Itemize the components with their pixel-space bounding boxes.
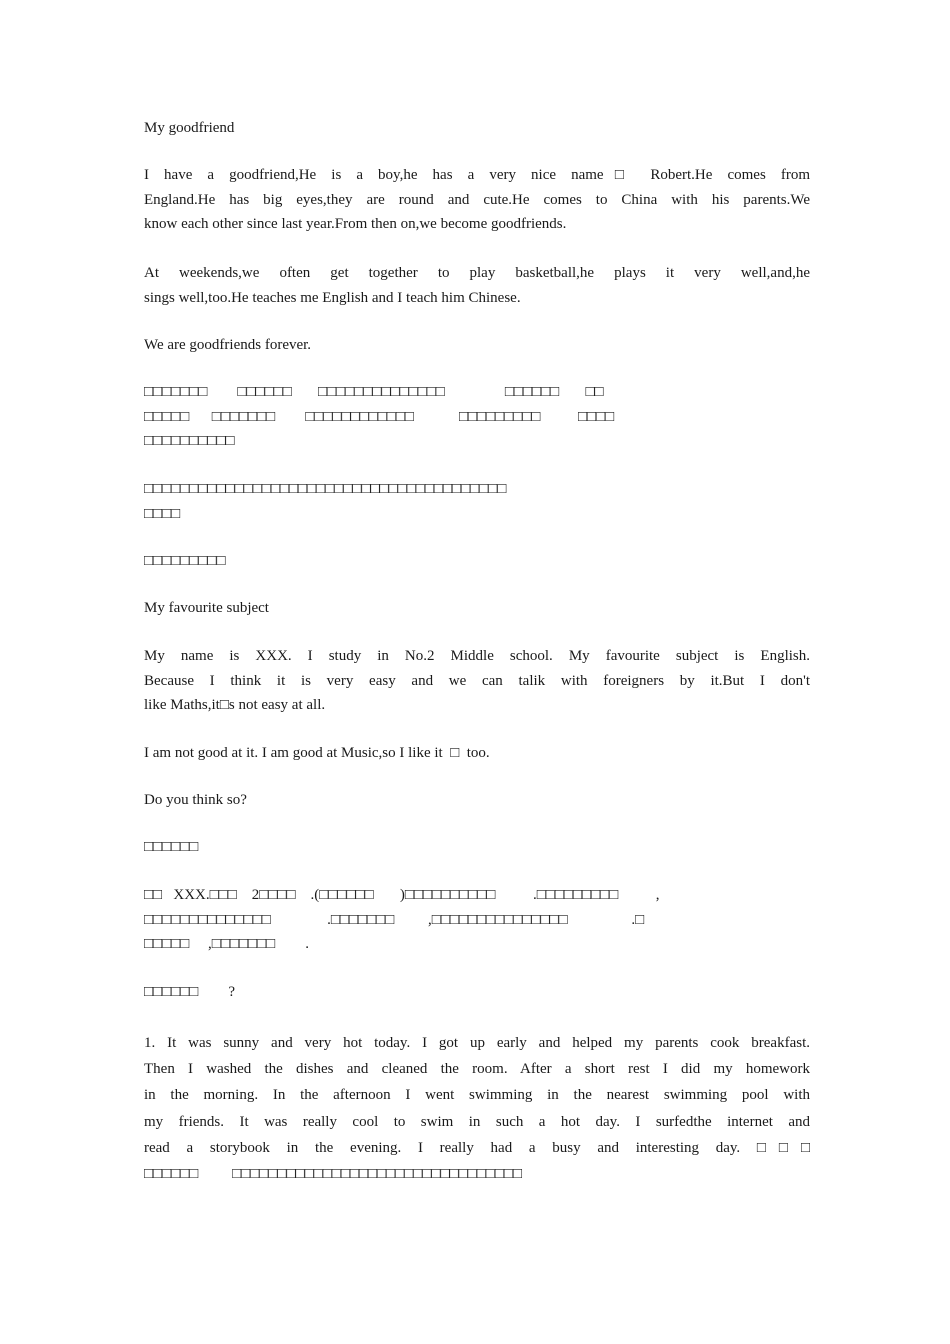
text-line: □□□□□ ,□□□□□□□ .: [144, 936, 309, 952]
text-line: England.He has big eyes,they are round and cute.He comes to China with his parents.We: [144, 191, 810, 208]
text-line: like Maths,it□s not easy at all.: [144, 697, 326, 713]
garbled-translation-5: [144, 883, 810, 957]
paragraph-forever: [144, 333, 810, 358]
text-line: read a storybook in the evening. I really had a busy and interesting day. □□□: [144, 1139, 810, 1156]
paragraph-music: [144, 741, 810, 766]
text-line: in the morning. In the afternoon I went swimming in the nearest swimming pool with: [144, 1087, 810, 1104]
title-line: My favourite subject: [144, 600, 269, 616]
text-line: My name is XXX. I study in No.2 Middle school. My favourite subject is English.: [144, 648, 810, 664]
text-line: □□□□: [144, 505, 181, 522]
paragraph-weekends: [144, 261, 810, 310]
paragraph-subject: [144, 644, 810, 718]
paragraph-sunny-day: [144, 1030, 810, 1187]
text-line: □□□□□□□ □□□□□□ □□□□□□□□□□□□□□ □□□□□□ □□: [144, 384, 604, 400]
text-line: □□□□□□ □□□□□□□□□□□□□□□□□□□□□□□□□□□□□□□□: [144, 1165, 523, 1182]
text-line: Do you think so?: [144, 792, 247, 808]
paragraph-question: [144, 788, 810, 813]
garbled-translation-3: [144, 549, 810, 574]
text-line: We are goodfriends forever.: [144, 337, 312, 353]
text-line: sings well,too.He teaches me English and I teach him Chinese.: [144, 289, 521, 306]
essay-title-favourite-subject: [144, 596, 810, 621]
text-line: □□□□□□□□□□: [144, 433, 235, 449]
paragraph-intro: [144, 163, 810, 237]
garbled-translation-4: [144, 835, 810, 860]
text-line: 1. It was sunny and very hot today. I got up early and helped my parents cook breakfast.: [144, 1035, 810, 1051]
text-line: Then I washed the dishes and cleaned the room. After a short rest I did my homework: [144, 1061, 810, 1078]
garbled-translation-6: [144, 980, 810, 1005]
text-line: □□□□□□□□□□□□□□□□□□□□□□□□□□□□□□□□□□□□□□□□: [144, 481, 507, 497]
title-line: My goodfriend: [144, 120, 235, 136]
text-line: □□ XXX.□□□ 2□□□□ .(□□□□□□ )□□□□□□□□□□ .□□□□□□□□□ ,: [144, 887, 660, 903]
text-line: □□□□□□□□□□□□□□ .□□□□□□□ ,□□□□□□□□□□□□□□□ .□: [144, 911, 645, 928]
text-line: I am not good at it. I am good at Music,so I like it □ too.: [144, 745, 490, 761]
text-line: □□□□□□ ?: [144, 984, 236, 1000]
garbled-translation-1: [144, 380, 810, 454]
text-line: □□□□□□□□□: [144, 553, 226, 569]
garbled-translation-2: [144, 477, 810, 526]
text-line: Because I think it is very easy and we can talik with foreigners by it.But I don't: [144, 672, 810, 689]
text-line: □□□□□□: [144, 839, 199, 855]
text-line: I have a goodfriend,He is a boy,he has a very nice name□ Robert.He comes from: [144, 167, 810, 183]
text-line: know each other since last year.From then on,we become goodfriends.: [144, 216, 567, 232]
text-line: my friends. It was really cool to swim in such a hot day. I surfedthe internet and: [144, 1113, 810, 1130]
text-line: At weekends,we often get together to play basketball,he plays it very well,and,he: [144, 265, 810, 281]
text-line: □□□□□ □□□□□□□ □□□□□□□□□□□□ □□□□□□□□□ □□□□: [144, 408, 615, 425]
essay-title-goodfriend: [144, 116, 810, 141]
